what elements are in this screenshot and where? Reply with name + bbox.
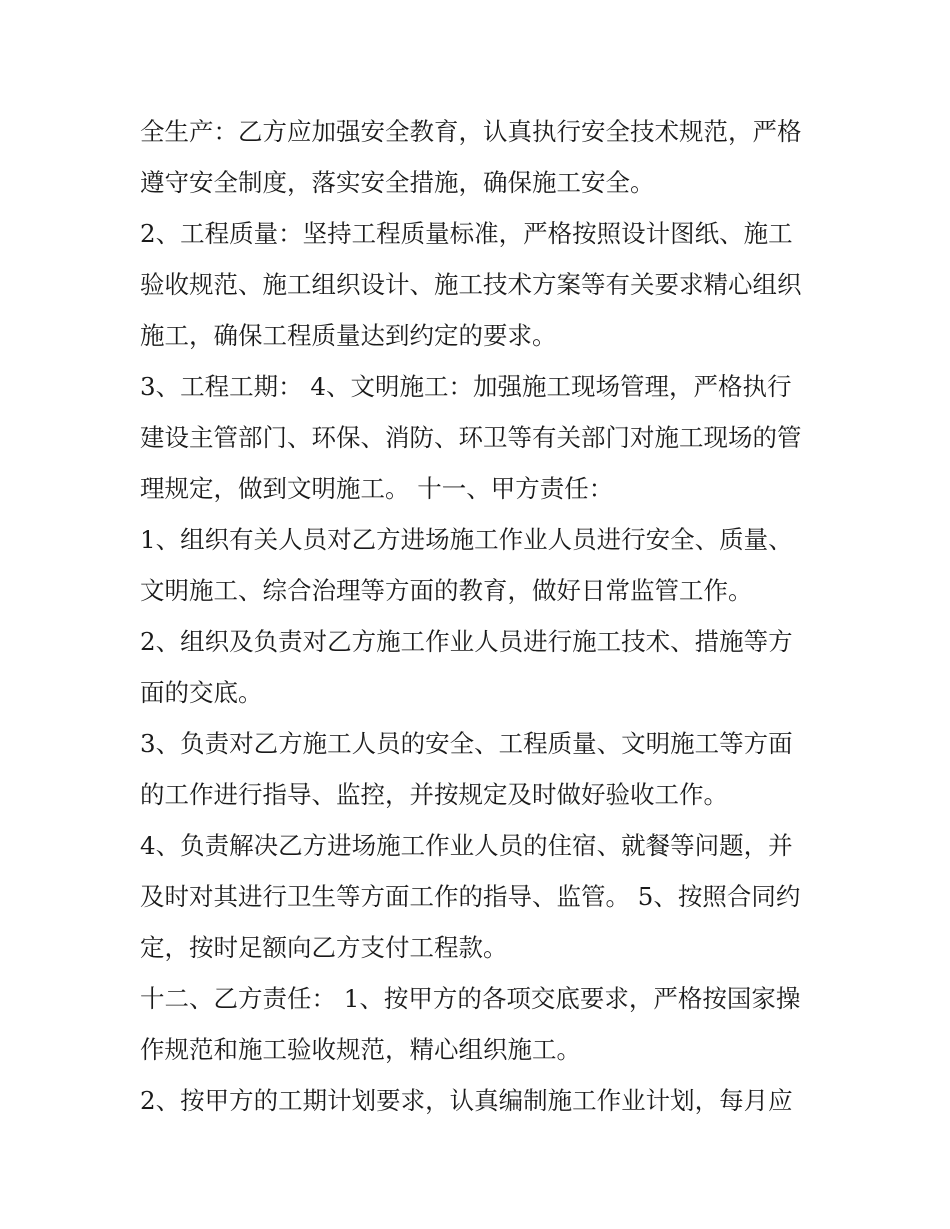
text-line: 的工作进行指导、监控，并按规定及时做好验收工作。 xyxy=(140,780,728,809)
text-line: 及时对其进行卫生等方面工作的指导、监管。 5、按照合同约 xyxy=(140,882,801,911)
text-line: 十二、乙方责任： 1、按甲方的各项交底要求，严格按国家操 xyxy=(140,984,801,1013)
text-line: 1、组织有关人员对乙方进场施工作业人员进行安全、质量、 xyxy=(140,525,793,554)
text-line: 4、负责解决乙方进场施工作业人员的住宿、就餐等问题，并 xyxy=(140,831,793,860)
text-line: 2、组织及负责对乙方施工作业人员进行施工技术、措施等方 xyxy=(140,627,793,656)
text-line: 3、工程工期： 4、文明施工：加强施工现场管理，严格执行 xyxy=(140,372,792,401)
text-line: 2、工程质量：坚持工程质量标准，严格按照设计图纸、施工 xyxy=(140,219,793,248)
text-line: 遵守安全制度，落实安全措施，确保施工安全。 xyxy=(140,168,655,197)
text-line: 2、按甲方的工期计划要求，认真编制施工作业计划，每月应 xyxy=(140,1086,793,1115)
text-line: 建设主管部门、环保、消防、环卫等有关部门对施工现场的管 xyxy=(140,423,802,452)
text-line: 施工，确保工程质量达到约定的要求。 xyxy=(140,321,557,350)
text-line: 文明施工、综合治理等方面的教育，做好日常监管工作。 xyxy=(140,576,753,605)
text-line: 面的交底。 xyxy=(140,678,263,707)
text-line: 理规定，做到文明施工。 十一、甲方责任： xyxy=(140,474,614,503)
text-line: 作规范和施工验收规范，精心组织施工。 xyxy=(140,1035,581,1064)
text-line: 定，按时足额向乙方支付工程款。 xyxy=(140,933,508,962)
text-line: 全生产：乙方应加强安全教育，认真执行安全技术规范，严格 xyxy=(140,117,802,146)
text-line: 验收规范、施工组织设计、施工技术方案等有关要求精心组织 xyxy=(140,270,802,299)
text-line: 3、负责对乙方施工人员的安全、工程质量、文明施工等方面 xyxy=(140,729,793,758)
document-body xyxy=(140,106,820,1126)
